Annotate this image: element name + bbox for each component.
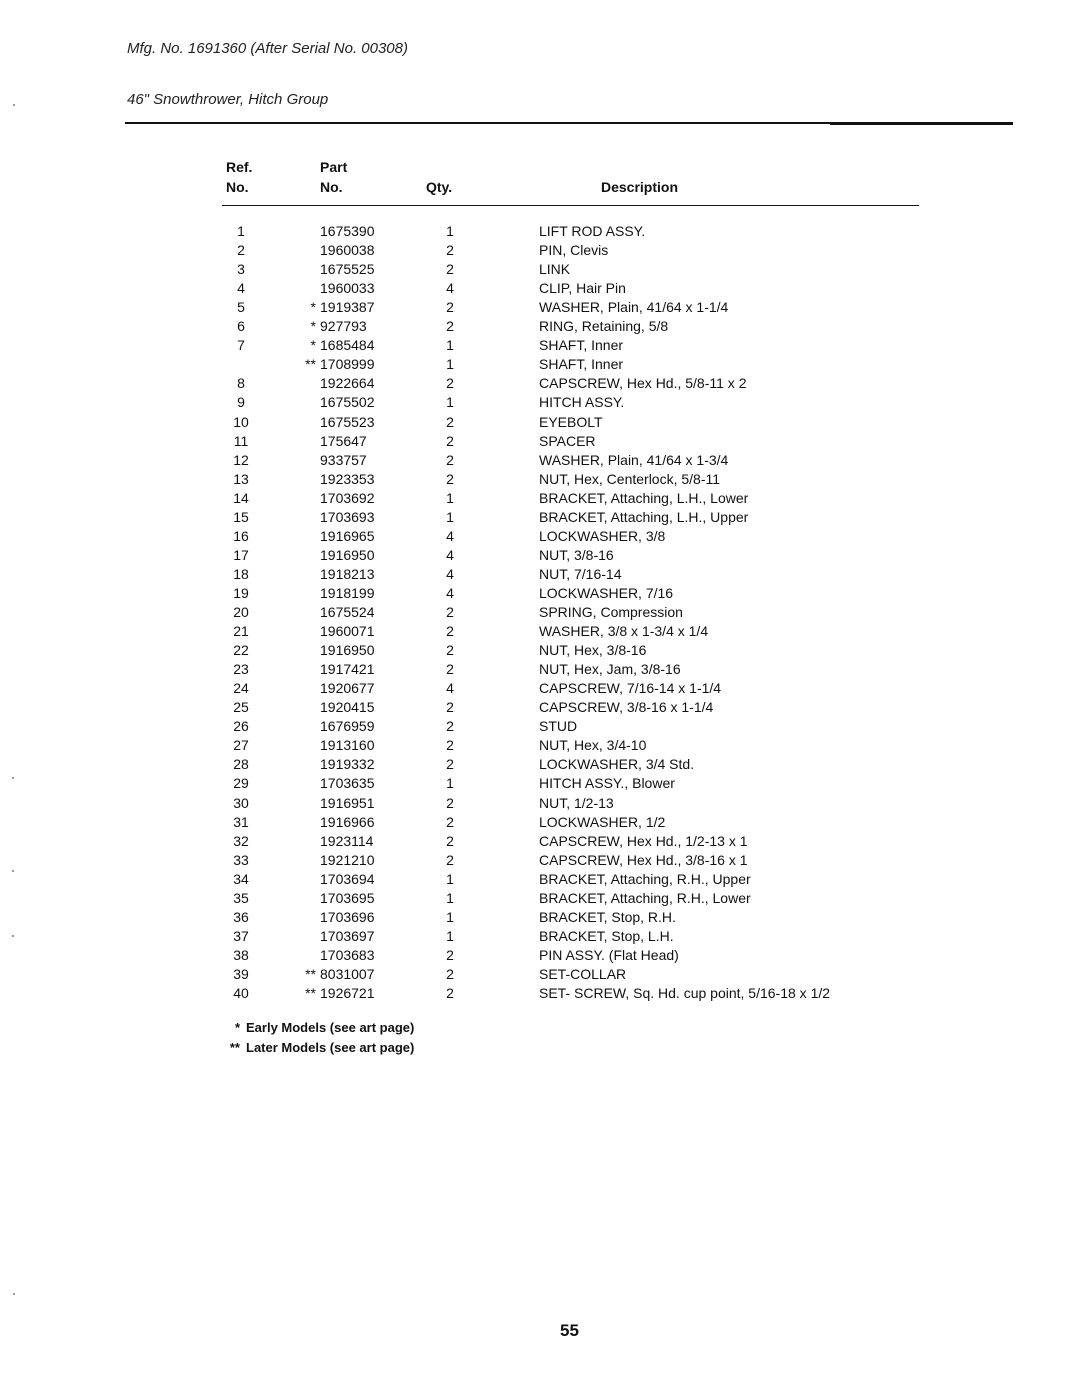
description-cell: NUT, Hex, 3/4-10: [539, 737, 647, 754]
description-cell: WASHER, Plain, 41/64 x 1-1/4: [539, 299, 729, 316]
part-number-cell: 1923353: [320, 470, 375, 487]
footnote-mark: **: [229, 1040, 240, 1055]
qty-cell: 2: [446, 813, 454, 830]
qty-cell: 2: [446, 985, 454, 1001]
part-number-cell: 1703683: [320, 946, 375, 963]
part-number-cell: 1675525: [320, 261, 375, 278]
ref-cell: 19: [233, 584, 249, 601]
col-header-description: Description: [601, 179, 679, 195]
ref-cell: 5: [237, 299, 245, 316]
qty-cell: 2: [446, 965, 454, 982]
ref-cell: 31: [233, 813, 249, 830]
description-cell: BRACKET, Attaching, L.H., Upper: [539, 508, 749, 525]
description-cell: NUT, 3/8-16: [539, 546, 614, 563]
description-cell: BRACKET, Attaching, R.H., Lower: [539, 889, 751, 906]
part-number-cell: 1703696: [320, 908, 375, 925]
ref-cell: 23: [233, 661, 249, 678]
col-header-part-line2: No.: [320, 179, 343, 195]
ref-cell: 35: [233, 889, 249, 906]
qty-cell: 2: [446, 470, 454, 487]
part-number-cell: 1960033: [320, 280, 375, 297]
description-cell: BRACKET, Attaching, R.H., Upper: [539, 870, 751, 887]
part-number-cell: 1921210: [320, 851, 375, 868]
description-cell: NUT, 1/2-13: [539, 794, 614, 811]
footnote-mark: *: [234, 1020, 240, 1035]
qty-cell: 1: [446, 337, 454, 354]
col-header-qty: Qty.: [426, 179, 453, 195]
ref-cell: 11: [233, 432, 249, 449]
qty-cell: 2: [446, 623, 454, 640]
qty-cell: 2: [446, 661, 454, 678]
description-cell: SHAFT, Inner: [539, 337, 624, 354]
qty-cell: 4: [446, 546, 454, 563]
scan-speck: [12, 870, 14, 872]
description-cell: PIN, Clevis: [539, 242, 609, 259]
description-cell: SET- SCREW, Sq. Hd. cup point, 5/16-18 x 1/2: [539, 985, 831, 1001]
footnote-later: [218, 1040, 414, 1055]
scan-speck: [12, 777, 14, 779]
col-header-part-line1: Part: [320, 159, 348, 175]
footnote-early: [218, 1020, 414, 1035]
part-number-cell: 1675523: [320, 413, 375, 430]
description-cell: NUT, Hex, Centerlock, 5/8-11: [539, 470, 721, 487]
part-number-cell: 1703692: [320, 489, 375, 506]
qty-cell: 1: [446, 508, 454, 525]
scan-speck: [12, 935, 14, 937]
description-cell: CAPSCREW, Hex Hd., 1/2-13 x 1: [539, 832, 748, 849]
part-number-cell: 1916951: [320, 794, 375, 811]
qty-cell: 2: [446, 242, 454, 259]
header-rule-thick: [830, 122, 1013, 125]
ref-cell: 38: [233, 946, 249, 963]
qty-cell: 1: [446, 927, 454, 944]
qty-cell: 2: [446, 261, 454, 278]
part-number-cell: 8031007: [320, 965, 375, 982]
qty-cell: 2: [446, 451, 454, 468]
qty-cell: 2: [446, 756, 454, 773]
description-cell: HITCH ASSY., Blower: [539, 775, 675, 792]
ref-cell: 29: [233, 775, 249, 792]
ref-cell: 22: [233, 642, 249, 659]
qty-cell: 2: [446, 642, 454, 659]
col-header-ref-line1: Ref.: [226, 159, 253, 175]
description-cell: LOCKWASHER, 3/8: [539, 527, 666, 544]
ref-cell: 9: [237, 394, 245, 411]
qty-cell: 1: [446, 223, 454, 239]
qty-cell: 2: [446, 737, 454, 754]
part-number-cell: 1913160: [320, 737, 375, 754]
ref-cell: 20: [233, 604, 249, 620]
qty-cell: 2: [446, 699, 454, 716]
description-cell: WASHER, 3/8 x 1-3/4 x 1/4: [539, 623, 709, 640]
description-cell: NUT, Hex, Jam, 3/8-16: [539, 661, 681, 678]
description-cell: CAPSCREW, 3/8-16 x 1-1/4: [539, 699, 714, 716]
ref-cell: 33: [233, 851, 249, 868]
description-cell: STUD: [539, 718, 578, 735]
ref-cell: 36: [233, 908, 249, 925]
description-cell: BRACKET, Attaching, L.H., Lower: [539, 489, 749, 506]
qty-cell: 1: [446, 870, 454, 887]
description-cell: CLIP, Hair Pin: [539, 280, 626, 297]
part-number-cell: 1916950: [320, 642, 375, 659]
description-cell: HITCH ASSY.: [539, 394, 625, 411]
description-cell: SET-COLLAR: [539, 965, 627, 982]
footnote-text: Early Models (see art page): [246, 1020, 415, 1035]
col-header-ref-line2: No.: [226, 179, 249, 195]
qty-cell: 4: [446, 584, 454, 601]
ref-cell: 2: [237, 242, 245, 259]
description-cell: CAPSCREW, 7/16-14 x 1-1/4: [539, 680, 722, 697]
page-number: 55: [560, 1321, 579, 1340]
ref-cell: 3: [237, 261, 245, 278]
part-number-cell: 1920415: [320, 699, 375, 716]
description-cell: LINK: [539, 261, 571, 278]
qty-cell: 2: [446, 604, 454, 620]
mfg-number: Mfg. No. 1691360 (After Serial No. 00308): [127, 40, 408, 57]
description-cell: SPACER: [539, 432, 596, 449]
description-cell: LOCKWASHER, 3/4 Std.: [539, 756, 695, 773]
part-number-cell: 1916950: [320, 546, 375, 563]
ref-cell: 17: [233, 546, 249, 563]
part-number-cell: 1675390: [320, 223, 375, 239]
part-number-cell: 1918213: [320, 565, 375, 582]
part-number-cell: 1675524: [320, 604, 375, 620]
qty-cell: 1: [446, 489, 454, 506]
qty-cell: 2: [446, 832, 454, 849]
model-mark-cell: **: [305, 985, 316, 1001]
part-number-cell: 1926721: [320, 985, 375, 1001]
ref-cell: 21: [233, 623, 249, 640]
part-number-cell: 1703635: [320, 775, 375, 792]
qty-cell: 4: [446, 527, 454, 544]
description-cell: SHAFT, Inner: [539, 356, 624, 373]
qty-cell: 2: [446, 432, 454, 449]
model-mark-cell: **: [305, 965, 316, 982]
ref-cell: 37: [233, 927, 249, 944]
part-number-cell: 1960071: [320, 623, 375, 640]
qty-cell: 2: [446, 375, 454, 392]
qty-cell: 1: [446, 908, 454, 925]
part-number-cell: 933757: [320, 451, 367, 468]
part-number-cell: 1916966: [320, 813, 375, 830]
description-cell: CAPSCREW, Hex Hd., 5/8-11 x 2: [539, 375, 747, 392]
ref-cell: 40: [233, 985, 249, 1001]
qty-cell: 2: [446, 794, 454, 811]
description-cell: WASHER, Plain, 41/64 x 1-3/4: [539, 451, 729, 468]
description-cell: CAPSCREW, Hex Hd., 3/8-16 x 1: [539, 851, 748, 868]
model-mark-cell: *: [310, 318, 316, 335]
table-header-rule: [222, 205, 919, 206]
part-number-cell: 1685484: [320, 337, 375, 354]
part-number-cell: 1675502: [320, 394, 375, 411]
ref-cell: 16: [233, 527, 249, 544]
ref-cell: 10: [233, 413, 249, 430]
model-mark-cell: **: [305, 356, 316, 373]
footnote-text: Later Models (see art page): [246, 1040, 415, 1055]
qty-cell: 4: [446, 565, 454, 582]
ref-cell: 14: [233, 489, 249, 506]
model-mark-cell: *: [310, 299, 316, 316]
ref-cell: 13: [233, 470, 249, 487]
qty-cell: 1: [446, 394, 454, 411]
part-number-cell: 1918199: [320, 584, 375, 601]
part-number-cell: 927793: [320, 318, 367, 335]
description-cell: RING, Retaining, 5/8: [539, 318, 669, 335]
qty-cell: 2: [446, 718, 454, 735]
qty-cell: 2: [446, 946, 454, 963]
ref-cell: 32: [233, 832, 249, 849]
part-number-cell: 1917421: [320, 661, 375, 678]
part-number-cell: 1919387: [320, 299, 375, 316]
part-number-cell: 1923114: [320, 832, 374, 849]
ref-cell: 4: [237, 280, 245, 297]
part-number-cell: 1703697: [320, 927, 375, 944]
scan-speck: [13, 1293, 15, 1295]
description-cell: SPRING, Compression: [539, 604, 683, 620]
description-cell: LOCKWASHER, 7/16: [539, 584, 674, 601]
ref-cell: 1: [237, 223, 245, 239]
qty-cell: 1: [446, 889, 454, 906]
ref-cell: 25: [233, 699, 249, 716]
group-title: 46" Snowthrower, Hitch Group: [127, 91, 329, 108]
ref-cell: 18: [233, 565, 249, 582]
model-mark-cell: *: [310, 337, 316, 354]
qty-cell: 4: [446, 280, 454, 297]
part-number-cell: 1703695: [320, 889, 375, 906]
ref-cell: 7: [237, 337, 245, 354]
qty-cell: 2: [446, 318, 454, 335]
ref-cell: 15: [233, 508, 249, 525]
part-number-cell: 1708999: [320, 356, 375, 373]
description-cell: BRACKET, Stop, L.H.: [539, 927, 674, 944]
description-cell: PIN ASSY. (Flat Head): [539, 946, 679, 963]
ref-cell: 26: [233, 718, 249, 735]
part-number-cell: 175647: [320, 432, 367, 449]
description-cell: NUT, 7/16-14: [539, 565, 622, 582]
qty-cell: 1: [446, 775, 454, 792]
ref-cell: 12: [233, 451, 249, 468]
ref-cell: 6: [237, 318, 245, 335]
part-number-cell: 1920677: [320, 680, 375, 697]
part-number-cell: 1922664: [320, 375, 375, 392]
description-cell: EYEBOLT: [539, 413, 603, 430]
description-cell: NUT, Hex, 3/8-16: [539, 642, 647, 659]
ref-cell: 8: [237, 375, 245, 392]
part-number-cell: 1919332: [320, 756, 375, 773]
qty-cell: 2: [446, 851, 454, 868]
description-cell: LIFT ROD ASSY.: [539, 223, 646, 239]
part-number-cell: 1916965: [320, 527, 375, 544]
part-number-cell: 1960038: [320, 242, 375, 259]
ref-cell: 39: [233, 965, 249, 982]
ref-cell: 28: [233, 756, 249, 773]
ref-cell: 27: [233, 737, 249, 754]
ref-cell: 30: [233, 794, 249, 811]
description-cell: LOCKWASHER, 1/2: [539, 813, 666, 830]
description-cell: BRACKET, Stop, R.H.: [539, 908, 676, 925]
part-number-cell: 1703693: [320, 508, 375, 525]
qty-cell: 2: [446, 413, 454, 430]
ref-cell: 34: [233, 870, 249, 887]
scan-speck: [13, 104, 15, 106]
ref-cell: 24: [233, 680, 249, 697]
part-number-cell: 1703694: [320, 870, 375, 887]
part-number-cell: 1676959: [320, 718, 375, 735]
qty-cell: 1: [446, 356, 454, 373]
qty-cell: 4: [446, 680, 454, 697]
qty-cell: 2: [446, 299, 454, 316]
